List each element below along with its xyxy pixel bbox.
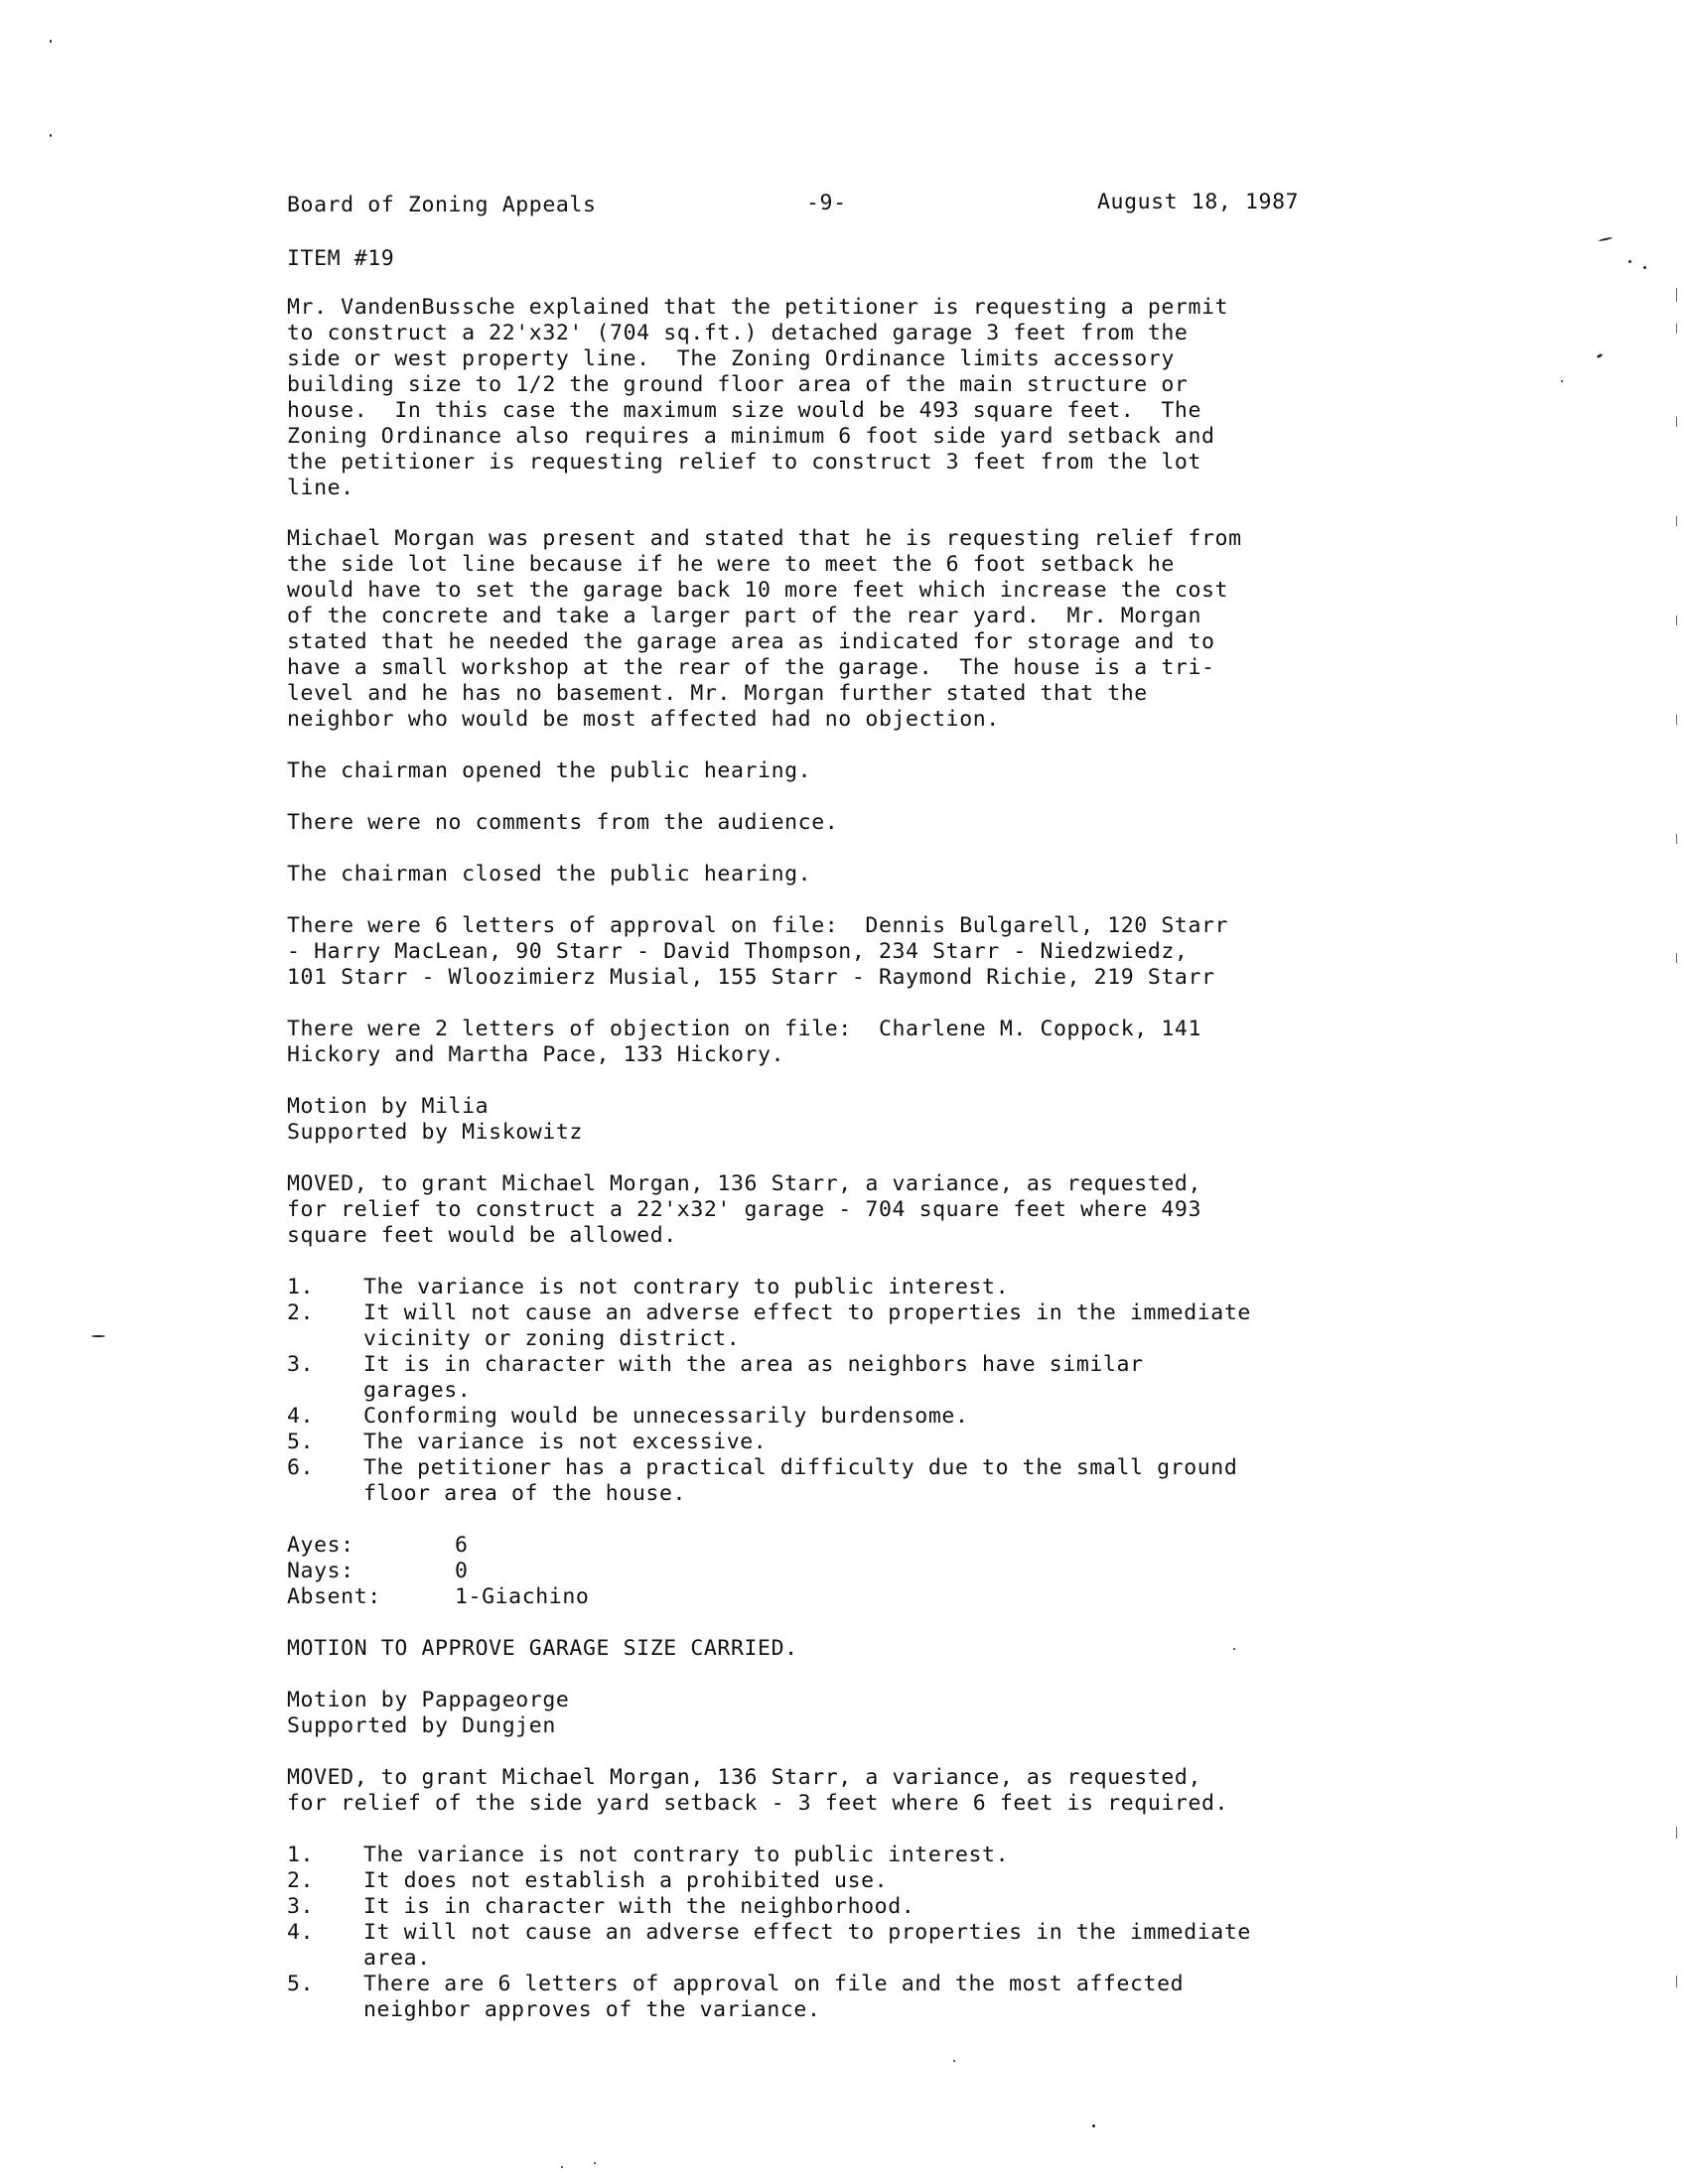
page-number: -9- — [806, 191, 847, 215]
text-line: 101 Starr - Wloozimierz Musial, 155 Starr - Raymond Richie, 219 Starr — [287, 965, 1215, 990]
list-item-text: neighbor approves of the variance. — [363, 1997, 821, 2022]
motion2-by: Motion by Pappageorge — [287, 1688, 570, 1712]
text-line: have a small workshop at the rear of the garage. The house is a tri- — [287, 655, 1215, 680]
list-item-text: The variance is not excessive. — [363, 1430, 768, 1454]
text-line: building size to 1/2 the ground floor area of the main structure or — [287, 372, 1189, 397]
edge-mark — [1676, 1827, 1677, 1839]
text-line: for relief of the side yard setback - 3 feet where 6 feet is required. — [287, 1791, 1229, 1816]
text-line: MOVED, to grant Michael Morgan, 136 Starr, a variance, as requested, — [287, 1765, 1201, 1790]
text-line: for relief to construct a 22'x32' garage - 704 square feet where 493 — [287, 1197, 1201, 1222]
list-item-text: It does not establish a prohibited use. — [363, 1868, 889, 1893]
list-item-text: Conforming would be unnecessarily burdensome. — [363, 1404, 969, 1429]
text-line: level and he has no basement. Mr. Morgan further stated that the — [287, 681, 1148, 706]
scan-speck — [1628, 260, 1631, 263]
motion2-supported: Supported by Dungjen — [287, 1713, 556, 1738]
list-item-text: There are 6 letters of approval on file and the most affected — [363, 1972, 1185, 1996]
text-line: house. In this case the maximum size would be 493 square feet. The — [287, 398, 1201, 423]
ayes-count: 6 — [455, 1533, 469, 1558]
list-item-text: floor area of the house. — [363, 1481, 687, 1506]
nays-label: Nays: — [287, 1559, 354, 1583]
edge-mark — [1676, 715, 1677, 725]
list-item-text: garages. — [363, 1378, 472, 1403]
edge-mark — [1676, 834, 1677, 844]
scan-speck — [1643, 266, 1646, 269]
scan-speck — [50, 134, 52, 137]
list-item-text: It will not cause an adverse effect to properties in the immediate — [363, 1300, 1251, 1325]
motion1-result: MOTION TO APPROVE GARAGE SIZE CARRIED. — [287, 1636, 798, 1661]
list-item-number: 5. — [287, 1430, 315, 1454]
list-item-number: 2. — [287, 1300, 315, 1325]
nays-count: 0 — [455, 1559, 469, 1583]
absent-value: 1-Giachino — [455, 1584, 590, 1609]
text-line: Hickory and Martha Pace, 133 Hickory. — [287, 1042, 785, 1067]
edge-mark — [1676, 953, 1677, 963]
scan-speck — [1597, 353, 1604, 359]
text-line: MOVED, to grant Michael Morgan, 136 Starr, a variance, as requested, — [287, 1171, 1201, 1196]
text-line: There were 2 letters of objection on file: Charlene M. Coppock, 141 — [287, 1017, 1201, 1041]
absent-label: Absent: — [287, 1584, 381, 1609]
meeting-date: August 18, 1987 — [1097, 190, 1300, 214]
list-item-text: The petitioner has a practical difficulty due to the small ground — [363, 1455, 1238, 1480]
list-item-text: It is in character with the neighborhood. — [363, 1894, 915, 1919]
edge-mark — [1676, 417, 1677, 427]
text-line: the petitioner is requesting relief to construct 3 feet from the lot — [287, 450, 1201, 475]
edge-mark — [1676, 1976, 1677, 1987]
text-line: line. — [287, 476, 354, 500]
scan-speck — [561, 2166, 563, 2168]
list-item-text: vicinity or zoning district. — [363, 1326, 741, 1351]
text-line: Michael Morgan was present and stated that he is requesting relief from — [287, 526, 1242, 551]
edge-mark — [1676, 615, 1677, 625]
list-item-number: 3. — [287, 1894, 315, 1919]
list-item-number: 4. — [287, 1404, 315, 1429]
motion1-by: Motion by Milia — [287, 1094, 490, 1119]
scan-speck — [50, 40, 52, 43]
hearing-opened: The chairman opened the public hearing. — [287, 758, 812, 783]
edge-mark — [1676, 288, 1677, 302]
scan-speck — [1599, 237, 1613, 242]
motion1-supported: Supported by Miskowitz — [287, 1120, 583, 1145]
list-item-text: It will not cause an adverse effect to properties in the immediate — [363, 1920, 1251, 1945]
scan-speck — [91, 1335, 105, 1337]
list-item-text: The variance is not contrary to public interest. — [363, 1843, 1010, 1867]
text-line: of the concrete and take a larger part of the rear yard. Mr. Morgan — [287, 604, 1201, 628]
list-item-number: 6. — [287, 1455, 315, 1480]
ayes-label: Ayes: — [287, 1533, 354, 1558]
edge-mark — [1676, 516, 1677, 526]
no-comments: There were no comments from the audience. — [287, 810, 839, 835]
scan-speck — [1092, 2124, 1095, 2127]
scan-speck — [1233, 1648, 1235, 1650]
edge-mark — [1676, 324, 1677, 334]
list-item-number: 2. — [287, 1868, 315, 1893]
text-line: Mr. VandenBussche explained that the petitioner is requesting a permit — [287, 295, 1229, 320]
list-item-number: 1. — [287, 1275, 315, 1299]
text-line: - Harry MacLean, 90 Starr - David Thompson, 234 Starr - Niedzwiedz, — [287, 939, 1189, 964]
list-item-number: 4. — [287, 1920, 315, 1945]
text-line: square feet would be allowed. — [287, 1223, 677, 1248]
list-item-text: It is in character with the area as neighbors have similar — [363, 1352, 1144, 1377]
list-item-number: 1. — [287, 1843, 315, 1867]
text-line: side or west property line. The Zoning Ordinance limits accessory — [287, 346, 1175, 371]
list-item-text: area. — [363, 1946, 431, 1971]
text-line: stated that he needed the garage area as indicated for storage and to — [287, 629, 1215, 654]
text-line: There were 6 letters of approval on file: Dennis Bulgarell, 120 Starr — [287, 913, 1229, 938]
text-line: the side lot line because if he were to meet the 6 foot setback he — [287, 552, 1175, 577]
header-board-name: Board of Zoning Appeals — [287, 193, 597, 217]
list-item-number: 3. — [287, 1352, 315, 1377]
list-item-number: 5. — [287, 1972, 315, 1996]
scan-speck — [1561, 380, 1563, 382]
text-line: neighbor who would be most affected had no objection. — [287, 707, 1000, 732]
list-item-text: The variance is not contrary to public interest. — [363, 1275, 1010, 1299]
item-heading: ITEM #19 — [287, 246, 395, 271]
scan-speck — [953, 2060, 955, 2062]
text-line: Zoning Ordinance also requires a minimum 6 foot side yard setback and — [287, 424, 1215, 449]
scan-speck — [594, 2162, 596, 2164]
text-line: to construct a 22'x32' (704 sq.ft.) detached garage 3 feet from the — [287, 321, 1189, 345]
hearing-closed: The chairman closed the public hearing. — [287, 862, 812, 887]
text-line: would have to set the garage back 10 more feet which increase the cost — [287, 578, 1229, 603]
